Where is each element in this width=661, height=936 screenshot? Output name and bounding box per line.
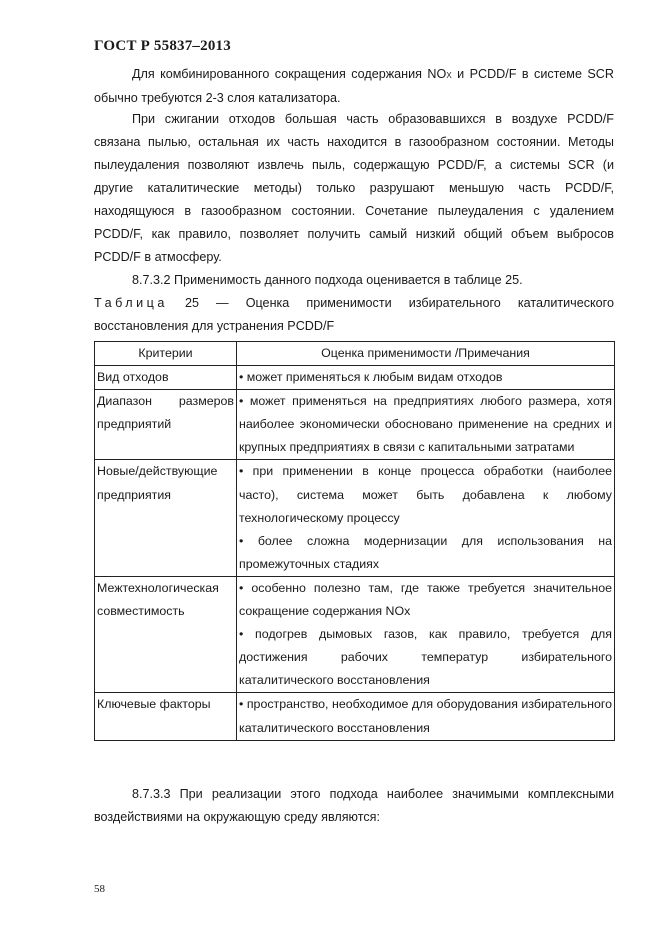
table-row	[95, 390, 615, 460]
header-criteria: Критерии	[95, 342, 237, 366]
criterion-cell: Диапазон размеров предприятий	[95, 390, 237, 460]
paragraph-dust-removal: При сжигании отходов большая часть образовавшихся в воздухе PCDD/F связана пылью, остальная их часть находится в газообразном состоянии. Методы пылеудаления позволяют извлечь пыль, содержащую PCDD/F, а системы SCR (и другие каталитические методы) только разрушают меньшую часть PCDD/F, находящуюся в газообразном состоянии. Сочетание пылеудаления с удалением PCDD/F, как правило, позволяет получить самый низкий общий объем выбросов PCDD/F в атмосферу.	[94, 112, 614, 264]
paragraph-nox-pcdd	[94, 63, 614, 110]
table-row	[95, 693, 615, 740]
paragraph-nox-pcdd-end: и PCDD/F в системе SCR обычно требуются 2-3 слоя катализатора.	[94, 67, 615, 105]
note-item: • пространство, необходимое для оборудования избирательного каталитического восстановления	[239, 697, 612, 735]
note-item: • может применяться к любым видам отходов	[239, 370, 503, 385]
notes-cell	[237, 693, 615, 740]
paragraph-nox-pcdd-start: Для комбинированного сокращения содержания NO	[132, 67, 447, 81]
nox-subscript: X	[446, 71, 452, 80]
note-item: • особенно полезно там, где также требуется значительное сокращение содержания NOx	[239, 580, 612, 619]
criterion-cell: Новые/действующие предприятия	[95, 460, 237, 576]
notes-cell	[237, 390, 615, 460]
table-row	[95, 460, 615, 576]
criterion-cell: Ключевые факторы	[95, 693, 237, 740]
page-number: 58	[94, 883, 105, 895]
header-assessment: Оценка применимости /Примечания	[237, 342, 615, 366]
table-caption	[94, 292, 614, 338]
document-code-header: ГОСТ Р 55837–2013	[94, 38, 231, 54]
note-item: • подогрев дымовых газов, как правило, требуется для достижения рабочих температур избирательного каталитического восстановления	[239, 627, 612, 688]
table-row	[95, 576, 615, 692]
table-row	[95, 366, 615, 390]
note-item: • более сложна модернизации для использования на промежуточных стадиях	[239, 533, 612, 571]
notes-cell	[237, 576, 615, 692]
note-item: • может применяться на предприятиях любого размера, хотя наиболее экономически обосновано применение на средних и крупных предприятиях в связи с капитальными затратами	[239, 394, 612, 455]
criterion-cell: Вид отходов	[95, 366, 237, 390]
applicability-table	[94, 341, 615, 741]
criterion-cell: Межтехнологическая совместимость	[95, 576, 237, 692]
note-item: • при применении в конце процесса обработки (наиболее часто), система может быть добавлена к любому технологическому процессу	[239, 464, 612, 525]
notes-cell	[237, 366, 615, 390]
paragraph-applicability-ref: 8.7.3.2 Применимость данного подхода оценивается в таблице 25.	[132, 273, 523, 287]
table-header-row	[95, 342, 615, 366]
paragraph-impacts: 8.7.3.3 При реализации этого подхода наиболее значимыми комплексными воздействиями на окружающую среду являются:	[94, 787, 614, 824]
notes-cell	[237, 460, 615, 576]
table-caption-text: 25 — Оценка применимости избирательного каталитического восстановления для устранения PCDD/F	[94, 296, 614, 333]
table-label: Таблица	[94, 296, 168, 310]
